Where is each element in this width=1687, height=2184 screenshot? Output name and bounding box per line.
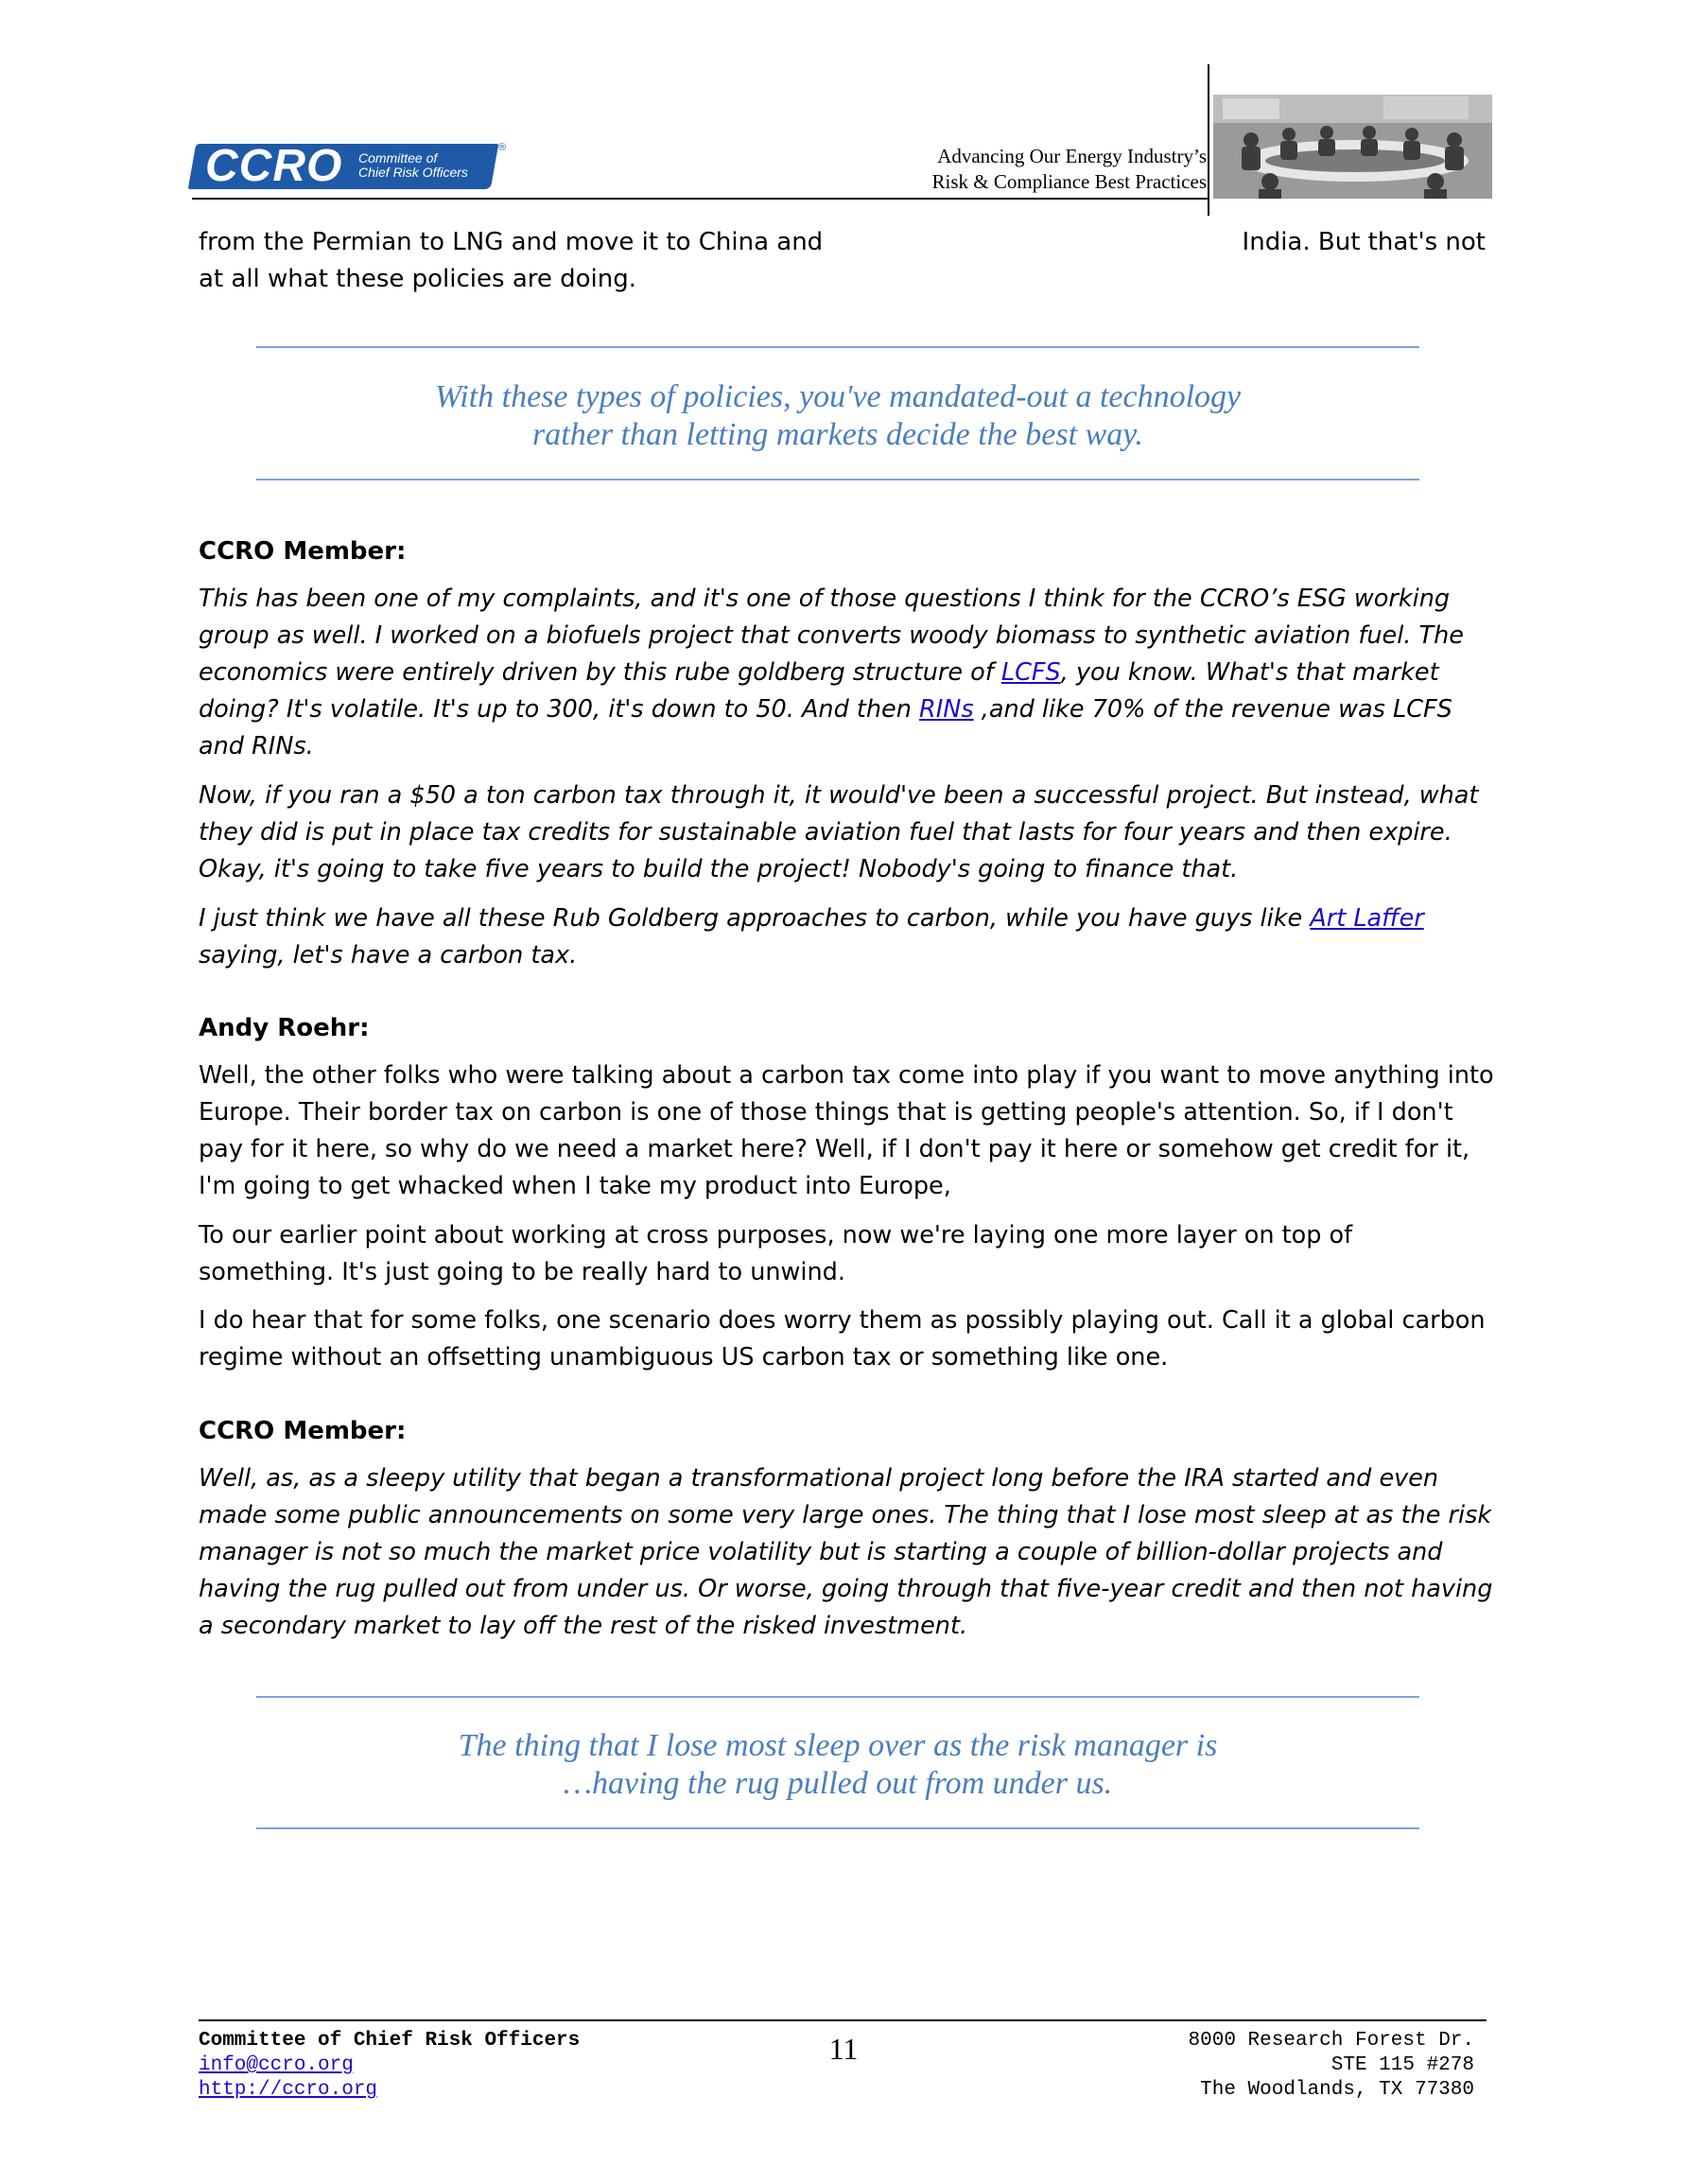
footer-address-line2: STE 115 #278: [1330, 2054, 1474, 2076]
intro-line2: at all what these policies are doing.: [199, 265, 637, 293]
header-rule: [192, 198, 1208, 200]
intro-line1-right: India. But that's not: [1242, 228, 1486, 256]
footer-address-line1: 8000 Research Forest Dr.: [1188, 2030, 1474, 2052]
tagline-line1: Advancing Our Energy Industry’s: [937, 145, 1207, 167]
footer-email-link[interactable]: info@ccro.org: [199, 2054, 354, 2076]
pull-quote-2-line2: …having the rug pulled out from under us.: [563, 1766, 1113, 1801]
pull-quote-1-top-rule: [256, 346, 1419, 348]
pull-quote-2: [256, 1727, 1419, 1803]
rins-link[interactable]: RINs: [919, 695, 974, 724]
section-1-p1-text-c: ,and like 70% of the revenue was LCFS and RINs.: [199, 695, 1452, 760]
section-3-paragraph-1: Well, as, as a sleepy utility that began a transformational project long before the IRA started and even made some public announcements on some very large ones. The thing that I lose most sleep at as the risk manager is not so much the market price volatility but is starting a couple of billion-dollar projects and having the rug pulled out from under us. Or worse, going through that five-year credit and then not having a secondary market to lay off the rest of the risked investment.: [199, 1464, 1493, 1640]
footer-contact: [199, 2029, 580, 2103]
pull-quote-1-bottom-rule: [256, 479, 1419, 480]
header-vertical-rule: [1208, 64, 1209, 216]
pull-quote-1-line1: With these types of policies, you've mandated-out a technology: [434, 379, 1242, 414]
footer-website-link[interactable]: http://ccro.org: [199, 2079, 378, 2101]
pull-quote-1-line2: rather than letting markets decide the best way.: [532, 417, 1143, 452]
logo-text: CCRO: [205, 141, 343, 191]
section-1-p3-text-b: saying, let's have a carbon tax.: [199, 941, 578, 970]
section-1-p3-text-a: I just think we have all these Rub Goldberg approaches to carbon, while you have guys like: [199, 904, 1311, 933]
footer-rule: [199, 2019, 1487, 2021]
speaker-label: CCRO Member:: [199, 1417, 407, 1445]
pull-quote-1: [256, 378, 1419, 454]
art-laffer-link[interactable]: Art Laffer: [1310, 904, 1424, 933]
footer-address-line3: The Woodlands, TX 77380: [1200, 2079, 1474, 2101]
speaker-label: Andy Roehr:: [199, 1014, 370, 1042]
intro-line1-left: from the Permian to LNG and move it to China and: [199, 228, 824, 256]
meeting-photo-illustration: [1213, 95, 1492, 199]
logo-subtitle-line2: Chief Risk Officers: [358, 165, 468, 180]
pull-quote-2-bottom-rule: [256, 1827, 1419, 1829]
page-number: 11: [828, 2032, 859, 2066]
speaker-label: CCRO Member:: [199, 537, 407, 566]
section-1-p1-text-a: This has been one of my complaints, and it's one of those questions I think for the CCRO’s ESG working group as well. I worked on a biofuels project that converts woody biomass to synthetic aviation fuel. The economics were entirely driven by this rube goldberg structure of: [199, 585, 1464, 687]
pull-quote-2-line1: The thing that I lose most sleep over as the risk manager is: [458, 1728, 1218, 1763]
lcfs-link[interactable]: LCFS: [1000, 658, 1061, 687]
section-2-paragraph-2: To our earlier point about working at cross purposes, now we're laying one more layer on top of something. It's just going to be really hard to unwind.: [199, 1221, 1353, 1286]
section-1-paragraph-3: [199, 900, 1494, 974]
pull-quote-2-top-rule: [256, 1696, 1419, 1698]
footer-org-name: Committee of Chief Risk Officers: [199, 2030, 581, 2052]
tagline-line2: Risk & Compliance Best Practices: [931, 170, 1207, 193]
section-1-paragraph-1: [199, 581, 1494, 765]
logo-subtitle-line1: Committee of: [358, 150, 438, 166]
section-2-paragraph-1: Well, the other folks who were talking about a carbon tax come into play if you want to move anything into Europe. Their border tax on carbon is one of those things that is getting people's attention. So, if I don't pay for it here, so why do we need a market here? Well, if I don't pay it here or somehow get credit for it, I'm going to get whacked when I take my product into Europe,: [199, 1061, 1494, 1200]
section-1-paragraph-2: Now, if you ran a $50 a ton carbon tax through it, it would've been a successful project. But instead, what they did is put in place tax credits for sustainable aviation fuel that lasts for four years and then expire. Okay, it's going to take five years to build the project! Nobody's going to finance that.: [199, 781, 1479, 883]
section-2-paragraph-3: I do hear that for some folks, one scenario does worry them as possibly playing out. Call it a global carbon regime without an offsetting unambiguous US carbon tax or something like one.: [199, 1306, 1486, 1372]
header-tagline: [734, 144, 1207, 195]
registered-mark: ®: [498, 142, 507, 153]
meeting-photo: [1213, 95, 1492, 199]
ccro-logo: [192, 141, 507, 193]
logo-subtitle: [358, 151, 468, 180]
section-1-p1-text-b: , you know. What's that market doing? It's volatile. It's up to 300, it's down to 50. And then: [199, 658, 1439, 724]
footer-address: [1189, 2029, 1474, 2103]
